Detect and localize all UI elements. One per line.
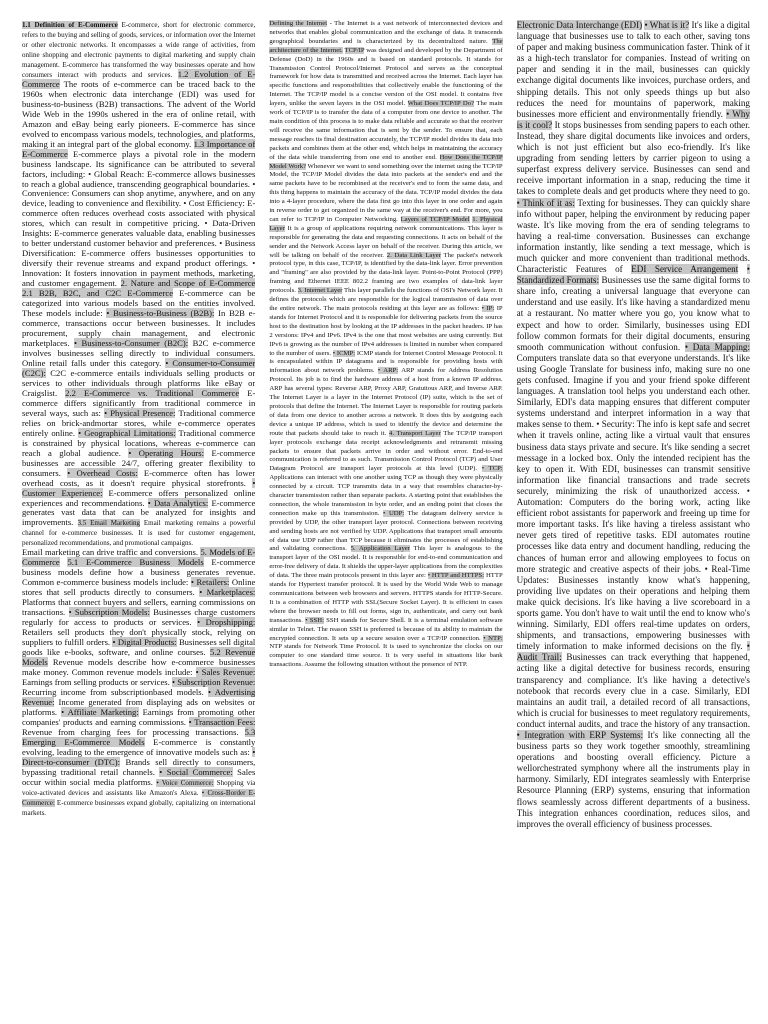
body-text: This layer parallels the functions of OSI's Network layer. It defines the protocols which are responsible for the logical transmission of data over the entire network. The main protocols residing at this layer are as follows: — [269, 287, 503, 312]
highlighted-heading: 5. Models of E-Commerce — [22, 547, 256, 568]
body-text: Traditional commerce relies on brick-andmortar stores, while e-commerce operates entirely online. — [22, 407, 256, 438]
body-text: E-commerce, short for electronic commerce, refers to the buying and selling of goods, services, or information over the Internet or other electronic networks. It encompasses a wide range of activities, from online shopping and electronic payments to digital marketing and supply chain management. E-commerce has transformed the way businesses operate and how consumers interact with products and services. — [22, 21, 256, 79]
highlighted-heading: • Voice Commerce: — [156, 778, 214, 787]
highlighted-heading: 2. Data Link Layer — [386, 251, 441, 259]
body-text: E-commerce business models define how a business generates revenue. Common e-commerce business models include: — [22, 557, 256, 588]
highlighted-heading: • Social Commerce: — [159, 766, 233, 777]
highlighted-heading: • Retailers: — [190, 577, 230, 588]
body-text: Recurring income from subscriptionbased models. — [22, 686, 208, 697]
body-text: NTP stands for Network Time Protocol. It is used to synchronize the clocks on our computer to one standard time source. It is very useful in situations like bank transactions. Assume the following situation without the presence of NTP. — [269, 643, 503, 669]
paragraph-tcpip — [269, 20, 502, 670]
body-text: Email marketing remains a powerful channel for e-commerce businesses. It is used for customer engagement, personalized recommendations, and promotional campaigns. — [22, 519, 256, 548]
highlighted-heading: • Physical Presence: — [104, 407, 176, 418]
highlighted-heading: • IP: — [481, 305, 495, 312]
paragraph-ecommerce-intro — [22, 20, 255, 548]
body-text: The datagram delivery service is provided by UDP, the other transport layer protocol. Connections between receiving and sending hosts are not verified by UDP. Applications that transport small amounts of data use UDP rather than TCP because it eliminates the processes of establishing and validating connections. — [269, 509, 503, 553]
body-text: E-commerce businesses are accessible 24/7, offering greater flexibility to consumers. — [22, 447, 256, 478]
highlighted-heading: The architecture of the Internet. — [269, 37, 503, 54]
paragraph-ecommerce-models — [22, 548, 255, 817]
body-text: It is a group of applications requiring network communications. This layer is responsible for generating the data and requesting connections. It acts on behalf of the sender and the Network Access layer on behalf of the receiver. During this article, we will be talking on behalf of the receiver. — [269, 224, 503, 259]
highlighted-heading: • Subscription Revenue: — [172, 676, 256, 687]
column-edi — [517, 20, 750, 1016]
highlighted-heading: EDI Service Arrangement — [631, 264, 739, 275]
highlighted-heading: How Does the TCP/IP Model Work? — [269, 153, 503, 170]
body-text: It's like connecting all the business parts so they work together smoothly, streamlining operations and boosting overall efficiency. Picture a wellorchestrated symphony where all the instruments play in harmony. Similarly, EDI integrates seamlessly with Enterprise Resource Planning (ERP) systems, ensuring that information flows seamlessly across different departments of a business. This integration enhances coordination, reduces silos, and improves the overall efficiency of business processes. — [516, 730, 750, 829]
body-text: Sales occur within social media platforms. — [22, 766, 256, 787]
highlighted-heading: • Why is it cool? — [516, 108, 750, 130]
highlighted-heading: • Geographical Limitations: — [78, 427, 176, 438]
highlighted-heading: • SSH: — [305, 616, 324, 624]
body-text: - The Internet is a vast network of interconnected devices and networks that enables global communication and the exchange of data. It transcends geographical boundaries and is characterized by its decentralized nature. — [269, 20, 503, 45]
highlighted-heading: 5.3 Emerging E-Commerce Models — [22, 726, 256, 747]
highlighted-heading: • Audit Trail: — [516, 641, 750, 663]
highlighted-heading: • Operating Hours: — [128, 447, 204, 458]
column-internet-protocols — [269, 20, 502, 1016]
body-text: E-commerce is constantly evolving, leading to the emergence of innovative models such as: — [22, 736, 256, 757]
highlighted-heading: • Digital Products: — [112, 637, 177, 648]
body-text: It's like a digital language that businesses use to talk to each other, saving tons of paper and making business communication faster. Think of it as a high-tech translator for companies. Instead of writing on paper and sending it in the mail, businesses can quickly exchange digital documents like invoices, purchase orders, and shipping details. This not only speeds things up but also reduces the need for mountains of paperwork, making businesses more efficient and environmentally friendly. — [516, 20, 750, 119]
highlighted-heading: • Standardized Formats: — [516, 264, 750, 286]
body-text: Brands sell directly to consumers, bypassing traditional retail channels. — [22, 756, 256, 777]
body-text: IP stands for Internet Protocol and it is responsible for delivering packets from the source host to the destination host by looking at the IP addresses in the packet headers. IP has 2 versions: IPv4 and IPv6. IPv4 is the one that most websites are using currently. But IPv6 is growing as the number of IPv4 addresses is limited in number when compared to the number of users. — [269, 305, 503, 357]
body-text: E-commerce can be categorized into various models based on the entities involved. These models include: — [22, 288, 256, 319]
highlighted-heading: 5.2 Revenue Models — [22, 647, 256, 667]
highlighted-heading: • NTP: — [483, 634, 503, 642]
body-text: Income generated from displaying ads on websites or platforms. — [22, 696, 256, 717]
body-text: In B2B e-commerce, transactions occur between businesses. It includes procurement, supply chain management, and electronic marketplaces. — [22, 308, 256, 348]
body-text: SSH stands for Secure Shell. It is a terminal emulation software similar to Telnet. The reason SSH is preferred is because of its ability to maintain the encrypted connection. It sets up a secure session over a TCP/IP connection. — [269, 616, 503, 642]
body-text — [738, 264, 747, 274]
body-text: E-commerce often has lower overhead costs, as it doesn't require physical storefronts. — [22, 467, 256, 488]
highlighted-heading: 3.5 Email Marketing — [77, 519, 141, 528]
highlighted-heading: Defining the Internet — [269, 20, 328, 27]
highlighted-heading: Electronic Data Interchange (EDI) — [516, 20, 643, 30]
highlighted-heading: • What is it? — [644, 20, 690, 30]
body-text: Whenever we want to send something over the internet using the TCP/IP Model, the TCP/IP Model divides the data into packets at the sender's end and the same packets have to be recombined at the receiver's end to form the same data, and this thing happens to maintain the accuracy of the data. TCP/IP model divides the data into a 4-layer procedure, where the data first go into this layer in one order and again in reverse order to get organized in the same way at the receiver's end. For more, you can refer to TCP/IP in Computer Networking. — [269, 162, 503, 223]
highlighted-heading: • Direct-to-consumer (DTC): — [22, 746, 256, 767]
highlighted-heading: • ARP: — [377, 367, 399, 375]
body-text: Texting for businesses. They can quickly share info without paper, helping the environment by reducing paper waste. It's like moving from the era of sending telegrams to having a real-time conversation. Businesses can exchange information instantly, like sending a text message, which is much quicker and more convenient than traditional methods. Characteristic Features of — [516, 197, 750, 275]
highlighted-heading: • Business-to-Consumer (B2C): — [73, 338, 189, 348]
highlighted-heading: What Does TCP/IP Do? — [407, 100, 475, 108]
highlighted-heading: 5. Application Layer — [350, 545, 410, 553]
highlighted-heading: 2. Nature and Scope of E-Commerce — [120, 278, 256, 289]
highlighted-heading: TCP/IP — [344, 46, 365, 54]
body-text: Earnings from promoting other companies' products and earning commissions. — [22, 706, 256, 727]
body-text: Businesses can track everything that happened, acting like a digital detective for business records, ensuring transparency and compliance. It's like having a detective's notebook that records every clue in a case. Similarly, EDI maintains an audit trail, a detailed record of all transactions, which is crucial for businesses to meet regulatory requirements, conduct internal audits, and trace the history of any transaction. — [516, 652, 750, 729]
highlighted-heading: 1.2 Evolution of E-Commerce — [22, 68, 256, 89]
highlighted-heading: • Transaction Fees: — [188, 716, 256, 727]
highlighted-heading: • Data Mapping: — [684, 341, 750, 352]
highlighted-heading: • ICMP: — [332, 349, 356, 357]
highlighted-heading: • Data Analytics: — [147, 497, 209, 508]
highlighted-heading: Layers of TCP/IP Model — [400, 215, 470, 223]
body-text: Shopping via voice-activated devices and assistants like Amazon's Alexa. — [22, 778, 256, 797]
column-ecommerce-overview — [22, 20, 255, 1016]
paragraph-edi — [517, 20, 750, 830]
body-text: The TCP/IP transport layer protocols exchange data receipt acknowledgments and retransmit missing packets to ensure that packets arrive in order and without error. End-to-end communication is referred to as such. Transmission Control Protocol (TCP) and User Datagram Protocol are transport layer protocols at this level (UDP). — [269, 429, 503, 473]
highlighted-heading: • Subscription Models: — [68, 607, 150, 618]
highlighted-heading: • Business-to-Business (B2B): — [106, 308, 215, 319]
highlighted-heading: • Customer Experience: — [22, 477, 256, 498]
highlighted-heading: • Advertising Revenue: — [22, 686, 256, 707]
body-text: The roots of e-commerce can be traced back to the 1960s when electronic data interchange (EDI) was used for business-to-business (B2B) transactions. The advent of the World Wide Web in the 1990s ushered in the era of online retail, with Amazon and eBay being early pioneers. E-commerce has since evolved to encompass various models, technologies, and platforms, making it an integral part of the global economy. — [22, 78, 256, 149]
body-text: Computers translate data so that everyone understands. It's like using Google Translate for business info, making sure no one gets confused. Imagine if you and your friend spoke different languages. A translation tool helps you understand each other. Similarly, EDI's data mapping ensures that different computer systems understand and interpret information in a way that makes sense to them. • Security: The info is kept safe and secret when it travels online, acting like a virtual vault that ensures business data stays private and secure. It's like sending a secret message in a locked box. Only the intended recipient has the key to open it. With EDI, businesses can transmit sensitive information like financial transactions and trade secrets securely, minimizing the risk of unauthorized access. • Automation: Computers do the boring work, acting like efficient robot assistants for paperwork and freeing up time for more important tasks. It's like having a tireless assistant who never gets tired of repetitive tasks. EDI automates routine processes like data entry and document handling, reducing the chances of human error and allowing employees to focus on more strategic and creative aspects of their jobs. • Real-Time Updates: Businesses instantly know what's happening, providing live updates on their operations and helping them make quick decisions. It's like having a live scoreboard in a sports game. You don't have to wait until the end to know who's winning. Similarly, EDI offers real-time updates on orders, shipments, and transactions, empowering businesses with timely information to make informed decisions on the fly. — [516, 352, 750, 652]
body-text: E-commerce differs significantly from traditional commerce in several ways, such as: — [22, 387, 256, 418]
body-text: HTTP stands for Hypertext transfer protocol. It is used by the World Wide Web to manage communications between web browsers and servers. HTTPS stands for HTTP-Secure. It is a combination of HTTP with SSL(Secure Socket Layer). It is efficient in cases where the browser needs to fill out forms, sign in, authenticate, and carry out bank transactions. — [269, 572, 503, 624]
highlighted-heading: • Sales Revenue: — [195, 666, 256, 677]
highlighted-heading: • Integration with ERP Systems: — [516, 730, 644, 740]
body-text: Businesses sell digital goods like e-books, software, and online courses. — [22, 637, 256, 658]
highlighted-heading: • UDP: — [383, 509, 405, 517]
body-text: E-commerce generates vast data that can be analyzed for insights and improvements. — [22, 497, 256, 528]
body-text: This layer is analogous to the transport layer of the OSI model. It is responsible for end-to-end communication and error-free delivery of data. It shields the upper-layer applications from the complexities of data. The three main protocols present in this layer are: — [269, 545, 503, 580]
body-text: Businesses use the same digital forms to share info, creating a universal language that everyone can understand and use easily. It's like having a standardized menu at a restaurant. No matter where you go, you know what to expect and how to order. Similarly, businesses using EDI follow common formats for their digital documents, ensuring smooth communication without confusion. — [516, 275, 750, 352]
highlighted-heading: 1.3 Importance of E-Commerce — [22, 138, 256, 159]
body-text: Email marketing can drive traffic and conversions. — [22, 547, 201, 558]
body-text: ICMP stands for Internet Control Message Protocol. It is encapsulated within IP datagrams and is responsible for providing hosts with information about network problems. — [269, 349, 503, 375]
highlighted-heading: • Think of it as: — [516, 197, 575, 208]
highlighted-heading: 1.1 Definition of E-Commerce — [22, 21, 118, 29]
highlighted-heading: 2.2 E-Commerce vs. Traditional Commerce — [65, 387, 240, 398]
body-text: It stops businesses from sending papers to each other. Instead, they share digital documents like invoices and orders, which is not just efficient but also eco-friendly. It's like upgrading from sending letters by carrier pigeon to using a superfast express delivery service. Businesses can send and receive important information in a snap, reducing the time it takes to complete deals and get products where they need to go. — [516, 119, 750, 197]
highlighted-heading: • Marketplaces: — [199, 587, 256, 598]
highlighted-heading: 4. Transport Layer — [389, 429, 441, 437]
highlighted-heading: • Overhead Costs: — [67, 467, 138, 478]
body-text: ARP stands for Address Resolution Protocol. Its job is to find the hardware address of a host from a known IP address. ARP has several types: Reverse ARP, Proxy ARP, Gratuitous ARP, and Inverse ARP. The Internet Layer is a layer in the Internet Protocol (IP) suite, which is the set of protocols that define the Internet. The Internet Layer is responsible for routing packets of data from one device to another across a network. It does this by assigning each device a unique IP address, which is used to identify the device and determine the route that packets should take to reach it. — [269, 367, 503, 437]
body-text: Platforms that connect buyers and sellers, earning commissions on transactions. — [22, 597, 256, 618]
highlighted-heading: 3. Internet Layer — [297, 287, 343, 295]
highlighted-heading: • TCP: — [481, 465, 503, 473]
body-text: Applications can interact with one another using TCP as though they were physically connected by a circuit. TCP transmits data in a way that resembles character-by-character transmission rather than separate packets. A starting point that establishes the connection, the whole transmission in byte order, and an ending point that closes the connection make up this transmission. — [269, 474, 503, 517]
body-text: B2C e-commerce involves businesses selling directly to individual consumers. Online retail falls under this category. — [22, 338, 256, 368]
body-text: Revenue from charging fees for processing transactions. — [22, 726, 245, 737]
highlighted-heading: 1. Physical Layer — [269, 215, 503, 232]
body-text: Revenue models describe how e-commerce businesses make money. Common revenue models include: — [22, 657, 256, 677]
body-text: E-commerce offers personalized online experiences and recommendations. — [22, 487, 256, 508]
body-text: Traditional commerce is constrained by physical locations, whereas e-commerce can reach a global audience. — [22, 427, 256, 458]
body-text: Retailers sell products they don't physically stock, relying on suppliers to fulfill orders. — [22, 627, 256, 648]
body-text: The packet's network protocol type, in this case, TCP/IP, is identified by the data-link layer. Error prevention and "framing" are also provided by the data-link layer. Point-to-Point Protocol (PPP) framing and Ethernet IEEE 802.2 framing are two examples of data-link layer protocols. — [269, 251, 503, 295]
highlighted-heading: 5.1 E-Commerce Business Models — [67, 557, 204, 568]
highlighted-heading: • Cross-Border E-Commerce: — [22, 788, 256, 807]
body-text: E-commerce businesses expand globally, capitalizing on international markets. — [22, 798, 256, 817]
body-text: was designed and developed by the Department of Defense (DoD) in the 1960s and is based on standard protocols. It stands for Transmission Control Protocol/Internet Protocol and serves as the conceptual framework for how data is transmitted and received across the Internet. Each layer has specific functions and responsibilities that collectively enable the functioning of the Internet. The TCP/IP model is a concise version of the OSI model. It contains five layers, unlike the seven layers in the OSI model. — [269, 46, 503, 108]
body-text: C2C e-commerce entails individuals selling products or services to other individuals through platforms like eBay or Craigslist. — [22, 367, 256, 398]
highlighted-heading: • Dropshipping: — [197, 617, 256, 628]
highlighted-heading: • Consumer-to-Consumer (C2C): — [22, 357, 256, 378]
body-text: Earnings from selling products or services. — [22, 676, 172, 687]
body-text: Businesses charge customers regularly for access to products or services. — [22, 607, 256, 628]
body-text: E-commerce plays a pivotal role in the modern business landscape. Its significance can be attributed to several factors, including: • Global Reach: E-commerce allows businesses to reach a global audience, transcending geographical boundaries. • Convenience: Consumers can shop anytime, anywhere, and on any device, leading to convenience and flexibility. • Cost Efficiency: E-commerce often reduces overhead costs associated with physical stores, which can result in competitive pricing. • Data-Driven Insights: E-commerce generates valuable data, enabling businesses to better understand customer behavior and preferences. • Business Diversification: E-commerce offers businesses opportunities to diversify their revenue streams and expand product offerings. • Innovation: It fosters innovation in payment methods, marketing, and customer engagement. — [22, 148, 256, 289]
body-text: Online stores that sell products directly to consumers. — [22, 577, 256, 598]
highlighted-heading: • Affiliate Marketing: — [61, 706, 139, 717]
highlighted-heading: • HTTP and HTTPS: — [427, 572, 485, 580]
highlighted-heading: 2.1 B2B, B2C, and C2C E-Commerce — [22, 288, 174, 299]
body-text: The main work of TCP/IP is to transfer the data of a computer from one device to another. The main condition of this process is to make data reliable and accurate so that the receiver will receive the same information that is sent by the sender. To ensure that, each message reaches its final destination accurately, the TCP/IP model divides its data into packets and combines them at the other end, which helps in maintaining the accuracy of the data while transferring from one end to another end. — [269, 100, 503, 161]
